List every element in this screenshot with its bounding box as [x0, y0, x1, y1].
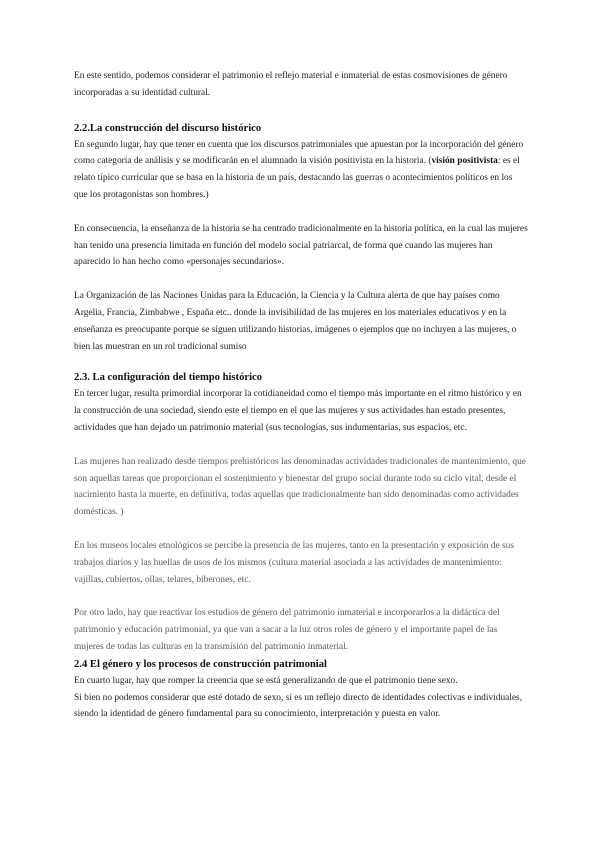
positivist-vision-term: visión positivista [431, 156, 498, 167]
section-2-3-paragraph-1: En tercer lugar, resulta primordial incorporar la cotidianeidad como el tiempo más importante en el ritmo histórico y en la construcción de una sociedad, siendo este el tiempo en el que las mujeres y sus actividades han estado presentes, actividades que han dejado un patrimonio material (sus tecnologías, sus indumentarias, sus espacios, etc. [74, 389, 522, 433]
section-heading-2-3: 2.3. La configuración del tiempo histórico [74, 372, 263, 384]
section-2-2-paragraph-3: La Organización de las Naciones Unidas para la Educación, la Ciencia y la Cultura alerta de que hay países como Argelia, Francia, Zimbabwe , España etc.. donde la invisibilidad de las mujeres en los materiales educativos y en la enseñanza es preocupante porque se siguen utilizando historias, imágenes o ejemplos que no incluyen a las mujeres, o bien las muestran en un rol tradicional sumiso [74, 291, 517, 352]
section-2-3-paragraph-3: En los museos locales etnológicos se percibe la presencia de las mujeres, tanto en la presentación y exposición de sus trabajos diarios y las huellas de usos de los mismos (cultura material asociada a las actividades de mantenimiento: vajillas, cubiertos, ollas, telares, biberones, etc. [74, 540, 514, 585]
section-2-2-paragraph-1 [74, 137, 528, 204]
document-page [74, 68, 528, 723]
section-heading-2-4: 2.4 El género y los procesos de construcción patrimonial [74, 658, 327, 670]
section-heading-2-2: 2.2.La construcción del discurso histórico [74, 122, 262, 134]
section-2-4-paragraph-1: En cuarto lugar, hay que romper la creencia que se está generalizando de que el patrimonio tiene sexo. [74, 675, 458, 686]
section-2-3-paragraph-2: Las mujeres han realizado desde tiempos prehistóricos las denominadas actividades tradicionales de mantenimiento, que son aquellas tareas que proporcionan el sostenimiento y bienestar del grupo social durante todo su ciclo vital, desde el nacimiento hasta la muerte, en definitiva, todas aquellas que tradicionalmente han sido denominadas como actividades domésticas. ) [74, 456, 526, 518]
section-2-2-p1-text-a: En segundo lugar, hay que tener en cuenta que los discursos patrimoniales que apuestan por la incorporación del género como categoría de análisis y se modificarán en el alumnado la visión positivista en la historia. ( [74, 139, 524, 167]
section-2-4-paragraph-2: Si bien no podemos considerar que esté dotado de sexo, sí es un reflejo directo de identidades colectivas e individuales, siendo la identidad de género fundamental para su conocimiento, interpretación y puesta en valor. [74, 692, 523, 720]
section-2-2-paragraph-2: En consecuencia, la enseñanza de la historia se ha centrado tradicionalmente en la historia política, en la cual las mujeres han tenido una presencia limitada en función del modelo social patriarcal, de forma que cuando las mujeres han aparecido lo han hecho como «personajes secundarios». [74, 223, 528, 268]
section-2-2-p1-text-b: : es el relato típico curricular que se basa en la historia de un país, destacando las guerras o acontecimientos políticos en los que los protagonistas son hombres.) [74, 156, 520, 200]
intro-paragraph: En este sentido, podemos considerar el patrimonio el reflejo material e inmaterial de estas cosmovisiones de género incorporadas a su identidad cultural. [74, 71, 508, 98]
section-2-3-paragraph-4: Por otro lado, hay que reactivar los estudios de género del patrimonio inmaterial e incorporarlos a la didáctica del patrimonio y educación patrimonial, ya que van a sacar a la luz otros roles de género y el importante papel de las mujeres de todas las culturas en la transmisión del patrimonio inmaterial. [74, 608, 500, 652]
